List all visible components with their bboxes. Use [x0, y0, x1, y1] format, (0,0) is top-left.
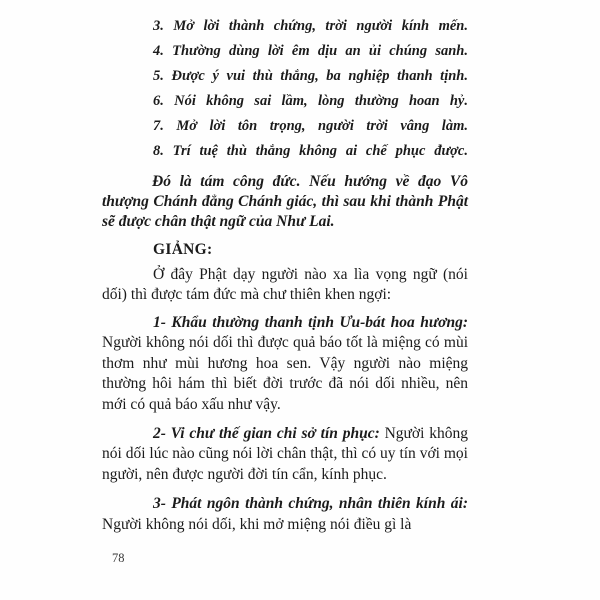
page-text-block	[102, 14, 468, 535]
verse-conclusion-paragraph: Đó là tám công đức. Nếu hướng về đạo Vô thượng Chánh đẳng Chánh giác, thì sau khi thành Phật sẽ được chân thật ngữ của Như Lai.	[102, 173, 468, 230]
explanation-2-heading: 2- Vi chư thế gian chi sở tín phục:	[153, 425, 380, 443]
explanation-1-body: Người không nói dối thì được quả báo tốt là miệng có mùi thơm như mùi hương hoa sen. Vậy người nào miệng thường hôi hám thì biết đời trước đã nói dối nhiều, nên mới có quả báo xấu như vậy.	[102, 334, 468, 413]
verse-line-5: 5. Được ý vui thù thắng, ba nghiệp thanh tịnh.	[153, 68, 468, 84]
explanation-1	[102, 313, 468, 415]
explanation-3-heading: 3- Phát ngôn thành chứng, nhân thiên kính ái:	[153, 495, 468, 513]
intro-paragraph: Ở đây Phật dạy người nào xa lìa vọng ngữ (nói dối) thì được tám đức mà chư thiên khen ngợi:	[102, 266, 468, 303]
page-number: 78	[112, 551, 125, 565]
verse-line-3: 3. Mở lời thành chứng, trời người kính mến.	[153, 18, 468, 34]
verse-line-7: 7. Mở lời tôn trọng, người trời vâng làm.	[153, 118, 468, 134]
verse-line-6: 6. Nói không sai lầm, lòng thường hoan hỷ.	[153, 93, 468, 109]
explanation-2	[102, 424, 468, 485]
verse-line-8: 8. Trí tuệ thù thắng không ai chế phục được.	[153, 143, 468, 159]
section-heading: GIẢNG:	[153, 241, 213, 258]
explanation-2-body: Người không nói dối lúc nào cũng nói lời chân thật, thì có uy tín với mọi người, nên được người đời tín cẩn, kính phục.	[102, 425, 468, 483]
explanation-3-body: Người không nói dối, khi mở miệng nói điều gì là	[102, 515, 412, 533]
verse-line-4: 4. Thường dùng lời êm dịu an ủi chúng sanh.	[153, 43, 468, 59]
explanation-3	[102, 494, 468, 535]
explanation-1-heading: 1- Khẩu thường thanh tịnh Ưu-bát hoa hương:	[153, 314, 468, 331]
